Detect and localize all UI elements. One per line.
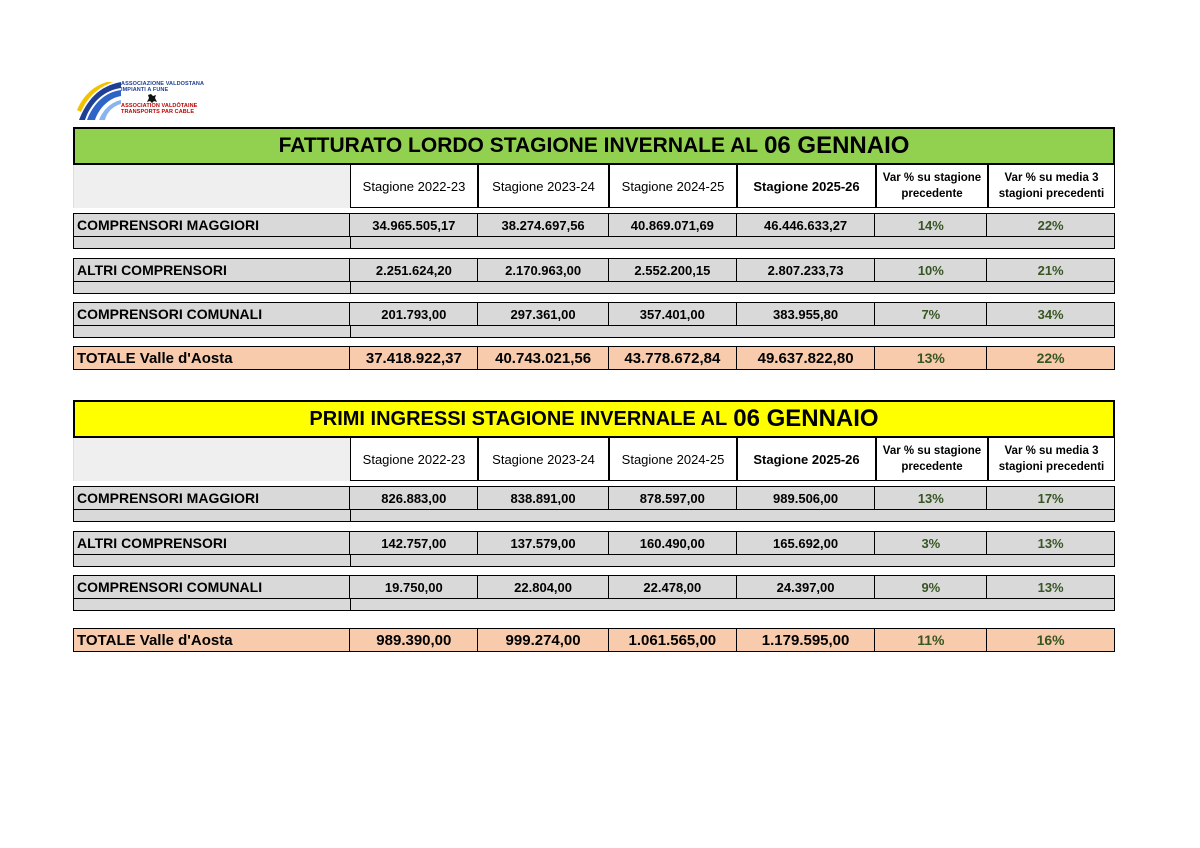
table-row: COMPRENSORI COMUNALI 19.750,00 22.804,00 22.478,00 24.397,00 9% 13% [73,575,1115,599]
col-header-2023-24: Stagione 2023-24 [478,438,609,481]
fatturato-title: FATTURATO LORDO STAGIONE INVERNALE AL 06 GENNAIO [73,127,1115,165]
ingressi-title: PRIMI INGRESSI STAGIONE INVERNALE AL 06 GENNAIO [73,400,1115,438]
col-header-var-avg: Var % su media 3 stagioni precedenti [988,438,1115,481]
logo-line-2: IMPIANTI A FUNE [121,87,169,93]
logo-line-4: TRANSPORTS PAR CABLE [121,109,195,115]
fatturato-header-row [73,165,1115,208]
col-header-2025-26: Stagione 2025-26 [737,165,876,208]
col-header-var-prev: Var % su stagione precedente [876,165,988,208]
col-header-2024-25: Stagione 2024-25 [609,165,737,208]
row-label: ALTRI COMPRENSORI [74,259,350,281]
col-header-var-prev: Var % su stagione precedente [876,438,988,481]
row-label: ALTRI COMPRENSORI [74,532,350,554]
table-row: ALTRI COMPRENSORI 2.251.624,20 2.170.963,00 2.552.200,15 2.807.233,73 10% 21% [73,258,1115,282]
col-header-var-avg: Var % su media 3 stagioni precedenti [988,165,1115,208]
table-row: ALTRI COMPRENSORI 142.757,00 137.579,00 160.490,00 165.692,00 3% 13% [73,531,1115,555]
ingressi-header-row [73,438,1115,481]
ingressi-section [73,400,1115,649]
col-header-2023-24: Stagione 2023-24 [478,165,609,208]
fatturato-section [73,127,1115,367]
table-row: COMPRENSORI MAGGIORI 34.965.505,17 38.274.697,56 40.869.071,69 46.446.633,27 14% 22% [73,213,1115,237]
total-row: TOTALE Valle d'Aosta 37.418.922,37 40.743.021,56 43.778.672,84 49.637.822,80 13% 22% [73,346,1115,370]
lion-emblem-icon [145,92,159,104]
row-label: COMPRENSORI MAGGIORI [74,214,350,236]
col-header-2024-25: Stagione 2024-25 [609,438,737,481]
row-label: TOTALE Valle d'Aosta [74,629,350,651]
col-header-2025-26: Stagione 2025-26 [737,438,876,481]
col-header-2022-23: Stagione 2022-23 [350,438,478,481]
association-logo [77,80,207,122]
logo-swoosh-icon [77,80,121,122]
table-row: COMPRENSORI MAGGIORI 826.883,00 838.891,00 878.597,00 989.506,00 13% 17% [73,486,1115,510]
logo-line-3: ASSOCIATION VALDÔTAINE [121,103,198,109]
logo-line-1: ASSOCIAZIONE VALDOSTANA [121,81,205,87]
total-row: TOTALE Valle d'Aosta 989.390,00 999.274,00 1.061.565,00 1.179.595,00 11% 16% [73,628,1115,652]
table-row: COMPRENSORI COMUNALI 201.793,00 297.361,00 357.401,00 383.955,80 7% 34% [73,302,1115,326]
row-label: TOTALE Valle d'Aosta [74,347,350,369]
row-label: COMPRENSORI MAGGIORI [74,487,350,509]
row-label: COMPRENSORI COMUNALI [74,303,350,325]
row-label: COMPRENSORI COMUNALI [74,576,350,598]
col-header-2022-23: Stagione 2022-23 [350,165,478,208]
